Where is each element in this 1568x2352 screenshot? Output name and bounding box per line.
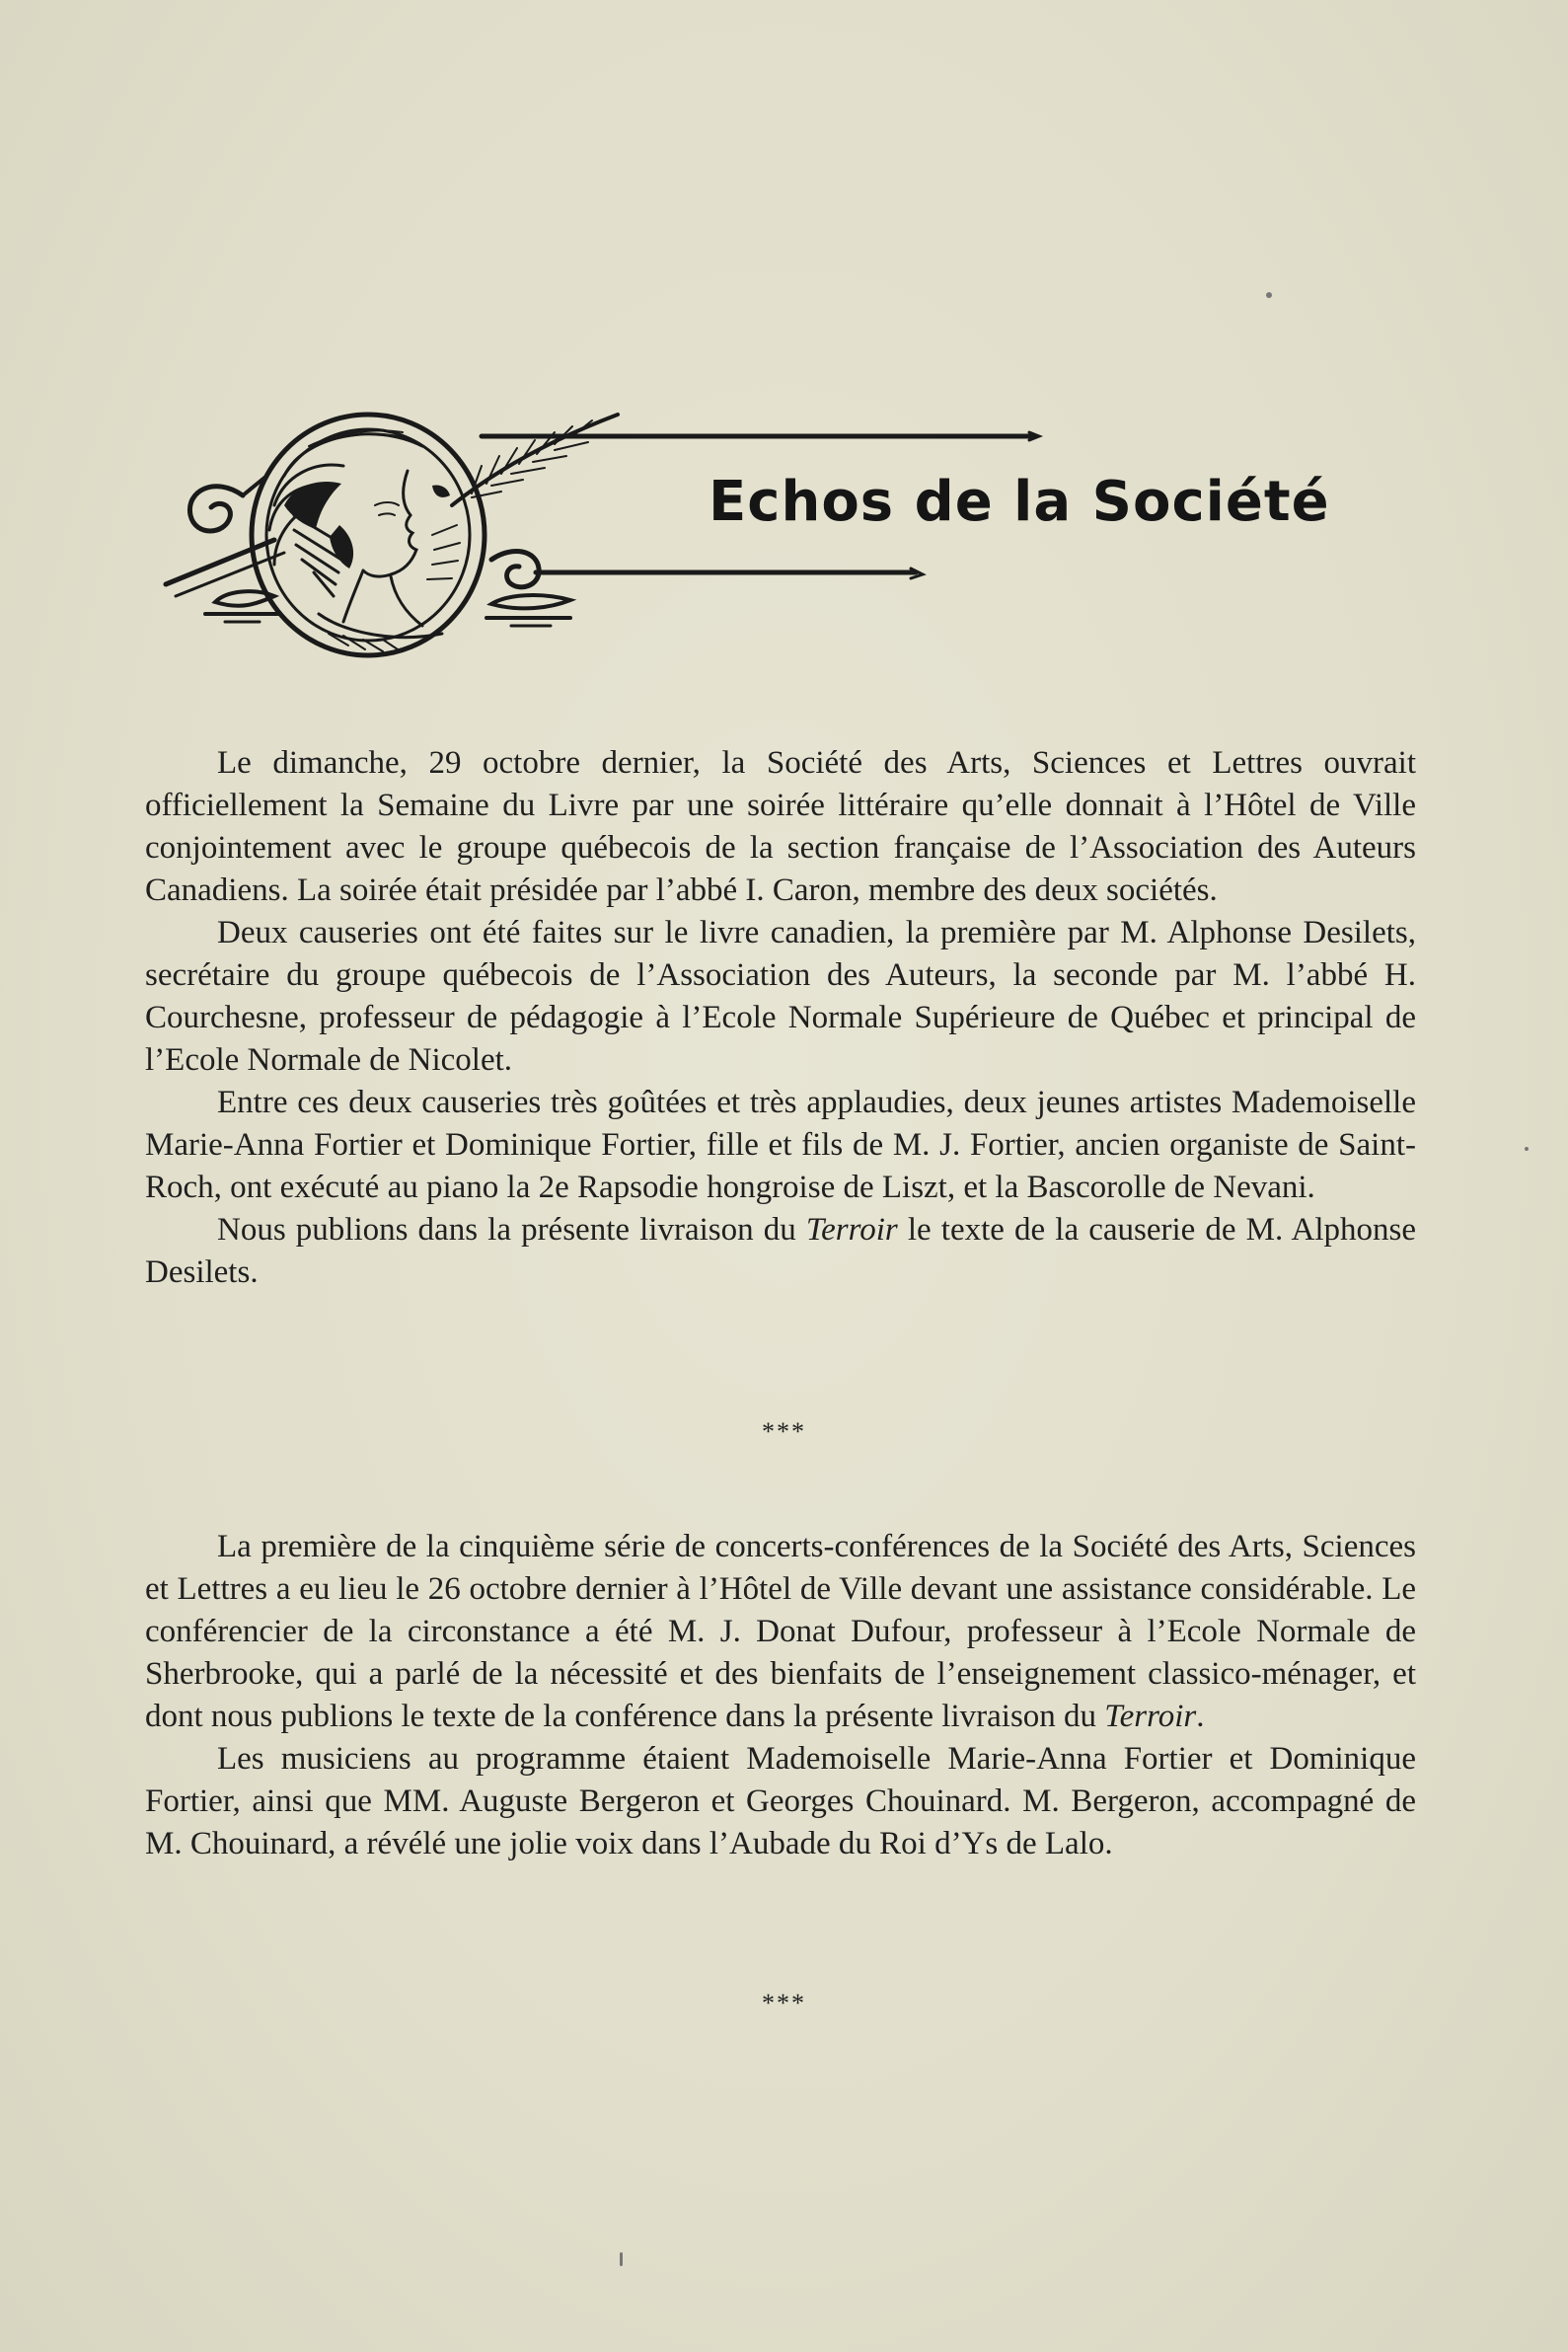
page-title: Echos de la Société [709, 470, 1330, 534]
paper-speck [1266, 292, 1272, 298]
paragraph: Le dimanche, 29 octobre dernier, la Société des Arts, Sciences et Lettres ouvrait officiellement la Semaine du Livre par une soirée littéraire qu’elle donnait à l’Hôtel de Ville conjointement avec le groupe québecois de la section française de l’Association des Auteurs Canadiens. La soirée était présidée par l’abbé I. Caron, membre des deux sociétés. [145, 745, 1416, 908]
paragraph [145, 1209, 1416, 1294]
text-run: Nous publions dans la présente livraison du [217, 1212, 806, 1248]
paragraph: Deux causeries ont été faites sur le livre canadien, la première par M. Alphonse Desilets, secrétaire du groupe québecois de l’Association des Auteurs, la seconde par M. l’abbé H. Courchesne, professeur de pédagogie à l’Ecole Normale Supérieure de Québec et principal de l’Ecole Normale de Nicolet. [145, 915, 1416, 1078]
text-run: La première de la cinquième série de concerts-conférences de la Société des Arts, Sciences et Lettres a eu lieu le 26 octobre dernier à l’Hôtel de Ville devant une assistance considérable. Le conférencier de la circonstance a été M. J. Donat Dufour, professeur à l’Ecole Normale de Sherbrooke, qui a parlé de la nécessité et des bienfaits de l’enseignement classico-ménager, et dont nous publions le texte de la conférence dans la présente livraison du [145, 1529, 1416, 1734]
paper-speck [1525, 1147, 1529, 1151]
publication-title: Terroir [1104, 1699, 1197, 1734]
section-separator: *** [762, 1417, 806, 1446]
article-section-concert-conferences [145, 1526, 1416, 1865]
text-run: . [1196, 1699, 1205, 1734]
publication-title: Terroir [805, 1212, 898, 1248]
article-section-book-week [145, 742, 1416, 1294]
paragraph [145, 1526, 1416, 1738]
paragraph: Les musiciens au programme étaient Mademoiselle Marie-Anna Fortier et Dominique Fortier, ainsi que MM. Auguste Bergeron et Georges Chouinard. M. Bergeron, accompagné de M. Chouinard, a révélé une jolie voix dans l’Aubade du Roi d’Ys de Lalo. [145, 1741, 1416, 1861]
text-run: le texte de la causerie de M. Alphonse Desilets. [145, 1212, 1416, 1290]
paragraph: Entre ces deux causeries très goûtées et très applaudies, deux jeunes artistes Mademoiselle Marie-Anna Fortier et Dominique Fortier, fille et fils de M. J. Fortier, ancien organiste de Saint-Roch, ont exécuté au piano la 2e Rapsodie hongroise de Liszt, et la Bascorolle de Nevani. [145, 1085, 1416, 1205]
paper-speck [620, 2252, 623, 2266]
section-separator: *** [762, 1989, 806, 2017]
